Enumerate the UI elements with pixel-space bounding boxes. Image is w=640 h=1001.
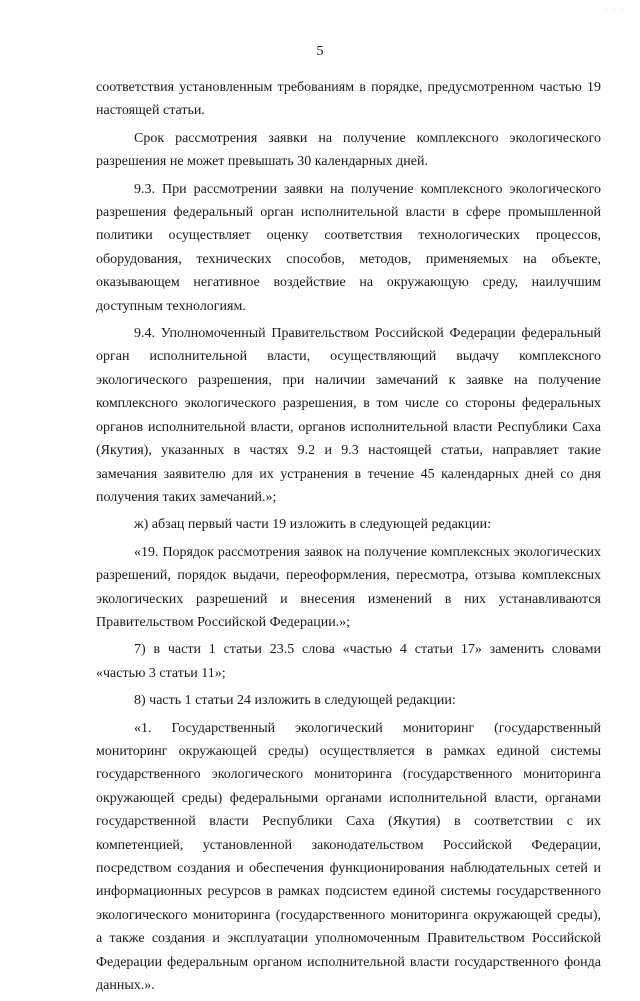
paragraph-item-8: 8) часть 1 статьи 24 изложить в следующей редакции: <box>134 693 456 709</box>
paragraph-continuation: соответствия установленным требованиям в порядке, предусмотренном частью 19 настоящей статьи. <box>96 80 601 119</box>
corner-mark: · · · <box>605 6 626 14</box>
paragraph-9-4: 9.4. Уполномоченный Правительством Российской Федерации федеральный орган исполнительной власти, осуществляющий выдачу комплексного экологического разрешения, при наличии замечаний к заявке на получение комплексного экологического разрешения, в том числе со стороны федеральных органов исполнительной власти, органов исполнительной власти Республики Саха (Якутия), указанных в частях 9.2 и 9.3 настоящей статьи, направляет такие замечания заявителю для их устранения в течение 45 календарных дней со дня получения таких замечаний.»; <box>96 326 601 505</box>
paragraph-9-3: 9.3. При рассмотрении заявки на получение комплексного экологического разрешения федеральный орган исполнительной власти в сфере промышленной политики осуществляет оценку соответствия технологических процессов, оборудования, технических способов, методов, применяемых на объекте, оказывающем негативное воздействие на окружающую среду, наилучшим доступным технологиям. <box>96 181 601 314</box>
paragraph-review-period: Срок рассмотрения заявки на получение комплексного экологического разрешения не может превышать 30 календарных дней. <box>96 130 601 170</box>
paragraph-part-19: «19. Порядок рассмотрения заявок на получение комплексных экологических разрешений, порядок выдачи, переоформления, пересмотра, отзыва комплексных экологических разрешений и внесения изменений в них устанавливаются Правительством Российской Федерации.»; <box>96 544 601 630</box>
page-number: 5 <box>316 44 324 59</box>
paragraph-amendment-zh: ж) абзац первый части 19 изложить в следующей редакции: <box>134 517 491 533</box>
paragraph-monitoring: «1. Государственный экологический мониторинг (государственный мониторинг окружающей среды) осуществляется в рамках единой системы государственного экологического мониторинга (государственного мониторинга окружающей среды) федеральными органами исполнительной власти, органами государственной власти Республики Саха (Якутия) в соответствии с их компетенцией, установленной законодательством Российской Федерации, посредством создания и обеспечения функционирования наблюдательных сетей и информационных ресурсов в рамках подсистем единой системы государственного экологического мониторинга (государственного мониторинга окружающей среды), а также создания и эксплуатации уполномоченным Правительством Российской Федерации федеральным органом исполнительной власти государственного фонда данных.». <box>96 720 601 994</box>
document-body <box>96 76 601 1001</box>
paragraph-item-7: 7) в части 1 статьи 23.5 слова «частью 4 статьи 17» заменить словами «частью 3 статьи 11»; <box>96 642 601 681</box>
